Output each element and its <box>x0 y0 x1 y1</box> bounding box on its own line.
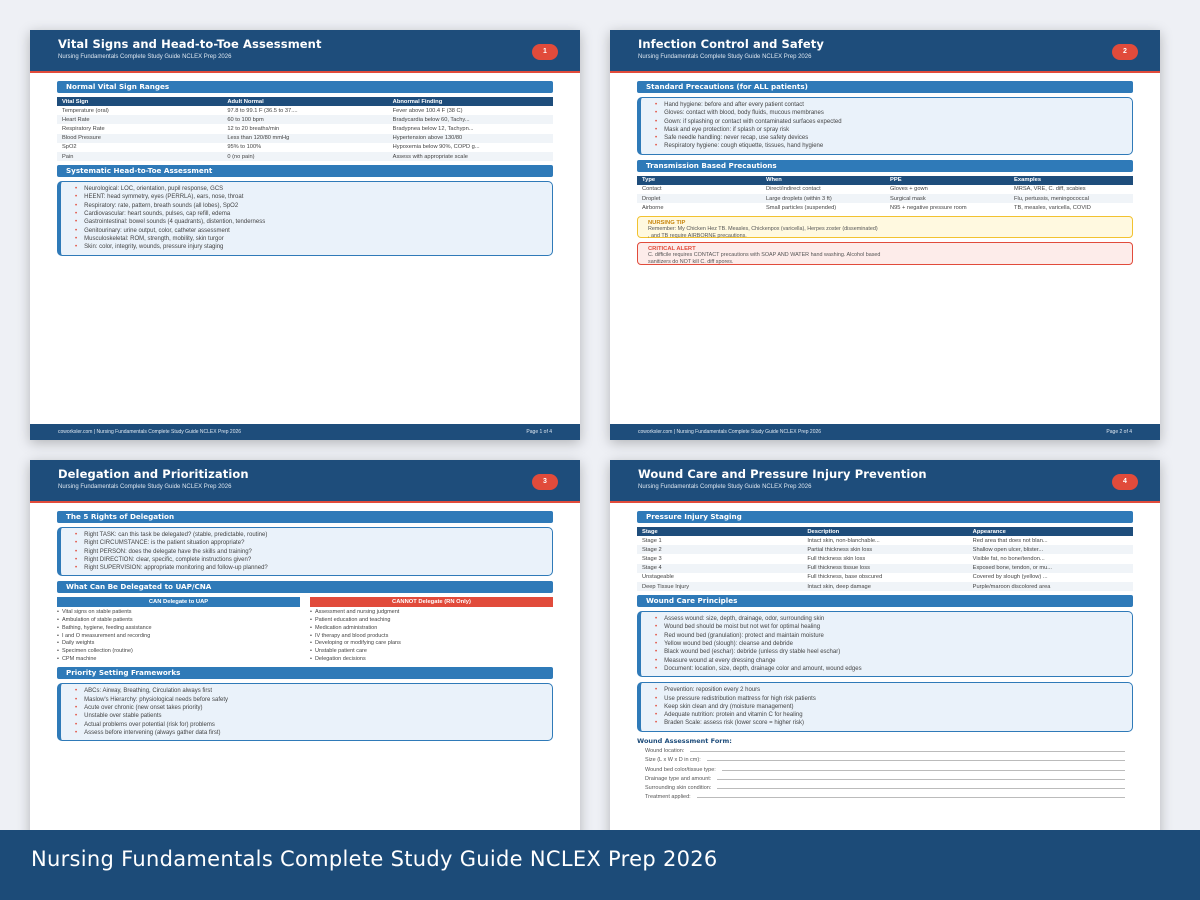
table-row <box>57 143 553 152</box>
section-heading: Priority Setting Frameworks <box>57 667 553 679</box>
table-header: Vital Sign <box>57 97 222 106</box>
list-item: • Wound bed should be moist but not wet for optimal healing <box>655 623 1122 631</box>
list-item: • Actual problems over potential (risk for) problems <box>75 721 542 729</box>
section-heading: What Can Be Delegated to UAP/CNA <box>57 581 553 593</box>
page-subtitle: Nursing Fundamentals Complete Study Guide NCLEX Prep 2026 <box>58 54 232 60</box>
tip-text: , and TB require AIRBORNE precautions. <box>648 232 747 239</box>
table-cell: Droplet <box>637 194 761 203</box>
list-item: • Braden Scale: assess risk (lower score = higher risk) <box>655 719 1122 727</box>
page-number-badge: 1 <box>532 44 558 60</box>
table-row <box>637 582 1133 591</box>
table-cell: 60 to 100 bpm <box>222 115 387 124</box>
table-cell: Airborne <box>642 204 664 211</box>
table-header: Abnormal Finding <box>388 97 553 106</box>
table-cell: Exposed bone, tendon, or mu... <box>968 564 1133 573</box>
list-item: • Gastrointestinal: bowel sounds (4 quadrants), distention, tenderness <box>75 218 542 226</box>
list-item: • Cardiovascular: heart sounds, pulses, cap refill, edema <box>75 210 542 218</box>
table-header: When <box>761 176 885 185</box>
list-item: • Right TASK: can this task be delegated? (stable, predictable, routine) <box>75 531 542 539</box>
page-number-badge: 3 <box>532 474 558 490</box>
table-cell: Hypoxemia below 90%, COPD g... <box>392 144 480 151</box>
table-header: Appearance <box>968 527 1133 536</box>
page-header <box>30 30 580 73</box>
list-item: • Red wound bed (granulation): protect and maintain moisture <box>655 632 1122 640</box>
section-heading: Normal Vital Sign Ranges <box>57 81 553 93</box>
list-item: • Bathing, hygiene, feeding assistance <box>57 625 300 633</box>
list-item: • Right CIRCUMSTANCE: is the patient situation appropriate? <box>75 539 542 547</box>
column-heading: CAN Delegate to UAP <box>57 597 300 607</box>
page-title: Infection Control and Safety <box>638 37 824 51</box>
column-heading: CANNOT Delegate (RN Only) <box>310 597 553 607</box>
form-line[interactable] <box>707 760 1125 761</box>
table-row <box>57 106 553 115</box>
table-cell: Visible fat, no bone/tendon... <box>972 555 1045 562</box>
list-item: • Hand hygiene: before and after every patient contact <box>655 101 1122 109</box>
table-header: Stage <box>637 527 802 536</box>
form-label: Drainage type and amount: <box>645 775 712 782</box>
table-header: Adult Normal <box>222 97 387 106</box>
form-label: Treatment applied: <box>645 794 691 801</box>
table-row <box>637 545 1133 554</box>
page-wound-care <box>610 460 1160 840</box>
list-item: • Ambulation of stable patients <box>57 617 300 625</box>
table-cell: Gloves + gown <box>890 186 928 193</box>
table-cell: Unstageable <box>642 574 674 581</box>
table-cell: Bradycardia below 60, Tachy... <box>388 115 553 124</box>
list-item: • CPM machine <box>57 656 300 664</box>
list-item: • Gloves: contact with blood, body fluids, mucous membranes <box>655 109 1122 117</box>
list-item: • Specimen collection (routine) <box>57 648 300 656</box>
alert-text: C. difficile requires CONTACT precautions with SOAP AND WATER hand washing. Alcohol based <box>648 252 881 259</box>
form-field[interactable] <box>637 763 1133 772</box>
table-row <box>637 573 1133 582</box>
table-cell: Surgical mask <box>885 194 1009 203</box>
precautions-list <box>637 97 1133 155</box>
alert-text: sanitizers do NOT kill C. diff spores. <box>648 258 734 265</box>
table-cell: Flu, pertussis, meningococcal <box>1009 194 1133 203</box>
page-number-badge: 2 <box>1112 44 1138 60</box>
page-header <box>610 30 1160 73</box>
page-header <box>30 460 580 503</box>
section-heading: Transmission Based Precautions <box>637 160 1133 172</box>
section-heading: Standard Precautions (for ALL patients) <box>637 81 1133 93</box>
list-item: • I and O measurement and recording <box>57 633 300 641</box>
table-header: Type <box>637 176 761 185</box>
form-field[interactable] <box>637 745 1133 754</box>
table-cell: Assess with appropriate scale <box>388 152 553 161</box>
section-heading: The 5 Rights of Delegation <box>57 511 553 523</box>
form-field[interactable] <box>637 791 1133 800</box>
table-row <box>57 134 553 143</box>
rights-list <box>57 527 553 576</box>
form-label: Wound bed color/tissue type: <box>645 766 716 773</box>
list-item: • Medication administration <box>310 625 553 633</box>
table-cell: Stage 2 <box>637 545 802 554</box>
table-cell: Stage 1 <box>642 537 662 544</box>
table-cell: Less than 120/80 mmHg <box>222 134 387 143</box>
table-cell: SpO2 <box>62 144 77 151</box>
table-cell: Stage 4 <box>637 564 802 573</box>
table-row <box>637 554 1133 563</box>
form-title: Wound Assessment Form: <box>637 736 732 745</box>
table-cell: Direct/indirect contact <box>766 186 821 193</box>
alert-title: CRITICAL ALERT <box>648 246 696 253</box>
list-item: • Assess wound: size, depth, drainage, odor, surrounding skin <box>655 615 1122 623</box>
form-line[interactable] <box>717 779 1125 780</box>
list-item: • HEENT: head symmetry, eyes (PERRLA), ears, nose, throat <box>75 193 542 201</box>
table-cell: 97.8 to 99.1 F (36.5 to 37.... <box>227 107 298 114</box>
table-cell: Large droplets (within 3 ft) <box>761 194 885 203</box>
table-cell: Bradypnea below 12, Tachypn... <box>392 125 474 132</box>
list-item: • Measure wound at every dressing change <box>655 657 1122 665</box>
form-label: Wound location: <box>645 747 685 754</box>
list-item: • Mask and eye protection: if splash or spray risk <box>655 126 1122 134</box>
table-cell: 0 (no pain) <box>222 152 387 161</box>
assessment-list <box>57 181 553 255</box>
list-item: • Patient education and teaching <box>310 617 553 625</box>
list-item: • Assess before intervening (always gather data first) <box>75 729 542 737</box>
page-number-badge: 4 <box>1112 474 1138 490</box>
list-item: • Neurological: LOC, orientation, pupil response, GCS <box>75 185 542 193</box>
page-footer <box>610 424 1160 440</box>
table-header: PPE <box>885 176 1009 185</box>
table-cell: Intact skin, deep damage <box>802 582 967 591</box>
priority-list <box>57 683 553 741</box>
table-cell: Full thickness tissue loss <box>802 564 967 573</box>
page-vital-signs <box>30 30 580 440</box>
list-item: • Respiratory hygiene: cough etiquette, tissues, hand hygiene <box>655 142 1122 150</box>
table-cell: Stage 3 <box>642 555 662 562</box>
page-title: Wound Care and Pressure Injury Prevention <box>638 467 927 481</box>
table-row <box>57 124 553 133</box>
list-item: • Musculoskeletal: ROM, strength, mobility, skin turgor <box>75 235 542 243</box>
list-item: • Prevention: reposition every 2 hours <box>655 686 1122 694</box>
list-item: • Safe needle handling: never recap, use safety devices <box>655 134 1122 142</box>
table-cell: Fever above 100.4 F (38 C) <box>392 107 463 114</box>
table-cell: Contact <box>642 186 662 193</box>
footer-text: coworksler.com | Nursing Fundamentals Complete Study Guide NCLEX Prep 2026 <box>58 429 242 435</box>
list-item: • Document: location, size, depth, drainage color and amount, wound edges <box>655 665 1122 673</box>
table-cell: Purple/maroon discolored area <box>968 582 1133 591</box>
page-subtitle: Nursing Fundamentals Complete Study Guide NCLEX Prep 2026 <box>638 54 812 60</box>
list-item: • Right SUPERVISION: appropriate monitoring and follow-up planned? <box>75 564 542 572</box>
form-field[interactable] <box>637 754 1133 763</box>
table-cell: TB, measles, varicella, COVID <box>1014 204 1091 211</box>
form-field[interactable] <box>637 773 1133 782</box>
table-row <box>637 564 1133 573</box>
footer-text: coworksler.com | Nursing Fundamentals Complete Study Guide NCLEX Prep 2026 <box>638 429 822 435</box>
wound-care-list <box>637 611 1133 677</box>
footer-page-count: Page 2 of 4 <box>1106 429 1132 435</box>
page-delegation <box>30 460 580 840</box>
table-cell: Small particles (suspended) <box>766 204 837 211</box>
tip-text: Remember: My Chicken Hez TB. Measles, Chickenpox (varicella), Herpes zoster (disseminated) <box>648 226 878 233</box>
list-item: • Yellow wound bed (slough): cleanse and debride <box>655 640 1122 648</box>
table-cell: N95 + negative pressure room <box>890 204 967 211</box>
form-field[interactable] <box>637 782 1133 791</box>
form-label: Surrounding skin condition: <box>645 785 712 792</box>
form-line[interactable] <box>697 797 1125 798</box>
list-item: • Adequate nutrition: protein and vitamin C for healing <box>655 711 1122 719</box>
table-row <box>57 152 553 161</box>
form-label: Size (L x W x D in cm): <box>645 757 701 764</box>
table-row <box>637 536 1133 545</box>
table-cell: Red area that does not blan... <box>972 537 1048 544</box>
critical-alert-box <box>637 242 1133 265</box>
cannot-delegate-column <box>310 597 553 663</box>
list-item: • Keep skin clean and dry (moisture management) <box>655 703 1122 711</box>
can-delegate-column <box>57 597 300 663</box>
list-item: • Daily weights <box>57 640 300 648</box>
list-item: • Respiratory: rate, pattern, breath sounds (all lobes), SpO2 <box>75 202 542 210</box>
precautions-table <box>637 176 1133 213</box>
table-cell: Hypertension above 130/80 <box>388 134 553 143</box>
table-cell: Heart Rate <box>57 115 222 124</box>
table-cell: Shallow open ulcer, blister... <box>968 545 1133 554</box>
list-item: • Gown: if splashing or contact with contaminated surfaces expected <box>655 118 1122 126</box>
list-item: • Developing or modifying care plans <box>310 640 553 648</box>
page-subtitle: Nursing Fundamentals Complete Study Guide NCLEX Prep 2026 <box>638 484 812 490</box>
table-cell: 12 to 20 breaths/min <box>227 125 280 132</box>
table-cell: Temperature (oral) <box>62 107 109 114</box>
table-header: Examples <box>1009 176 1133 185</box>
table-cell: 95% to 100% <box>227 144 262 151</box>
page-infection-control <box>610 30 1160 440</box>
list-item: • Skin: color, integrity, wounds, pressure injury staging <box>75 243 542 251</box>
list-item: • Maslow's Hierarchy: physiological needs before safety <box>75 696 542 704</box>
list-item: • Acute over chronic (new onset takes priority) <box>75 704 542 712</box>
table-cell: Full thickness, base obscured <box>807 574 883 581</box>
form-line[interactable] <box>717 788 1125 789</box>
list-item: • Delegation decisions <box>310 656 553 664</box>
bottom-title-banner: Nursing Fundamentals Complete Study Guide NCLEX Prep 2026 <box>0 830 1200 900</box>
list-item: • ABCs: Airway, Breathing, Circulation always first <box>75 687 542 695</box>
table-row <box>637 203 1133 212</box>
page-title: Delegation and Prioritization <box>58 467 249 481</box>
list-item: • Right DIRECTION: clear, specific, complete instructions given? <box>75 556 542 564</box>
list-item: • Genitourinary: urine output, color, catheter assessment <box>75 227 542 235</box>
page-subtitle: Nursing Fundamentals Complete Study Guide NCLEX Prep 2026 <box>58 484 232 490</box>
list-item: • Vital signs on stable patients <box>57 609 300 617</box>
table-row <box>637 194 1133 203</box>
nursing-tip-box <box>637 216 1133 238</box>
table-cell: Partial thickness skin loss <box>802 545 967 554</box>
table-cell: Full thickness skin loss <box>807 555 866 562</box>
table-cell: Intact skin, non-blanchable... <box>807 537 880 544</box>
table-cell: MRSA, VRE, C. diff, scabies <box>1014 186 1086 193</box>
table-header: Description <box>802 527 967 536</box>
list-item: • Unstable over stable patients <box>75 712 542 720</box>
page-header <box>610 460 1160 503</box>
prevention-list <box>637 682 1133 731</box>
form-line[interactable] <box>690 751 1125 752</box>
section-heading: Pressure Injury Staging <box>637 511 1133 523</box>
list-item: • Black wound bed (eschar): debride (unless dry stable heel eschar) <box>655 648 1122 656</box>
table-cell: Respiratory Rate <box>62 125 105 132</box>
vital-signs-table <box>57 97 553 161</box>
table-row <box>637 185 1133 194</box>
list-item: • Right PERSON: does the delegate have the skills and training? <box>75 548 542 556</box>
table-cell: Blood Pressure <box>57 134 222 143</box>
page-footer <box>30 424 580 440</box>
footer-page-count: Page 1 of 4 <box>526 429 552 435</box>
table-cell: Deep Tissue Injury <box>637 582 802 591</box>
tip-title: NURSING TIP <box>648 220 686 227</box>
table-row <box>57 115 553 124</box>
table-cell: Pain <box>57 152 222 161</box>
table-cell: Covered by slough (yellow) ... <box>972 574 1048 581</box>
section-heading: Wound Care Principles <box>637 595 1133 607</box>
page-title: Vital Signs and Head-to-Toe Assessment <box>58 37 322 51</box>
list-item: • Assessment and nursing judgment <box>310 609 553 617</box>
list-item: • Unstable patient care <box>310 648 553 656</box>
section-heading: Systematic Head-to-Toe Assessment <box>57 165 553 177</box>
delegation-columns <box>57 597 553 663</box>
list-item: • Use pressure redistribution mattress for high risk patients <box>655 695 1122 703</box>
list-item: • IV therapy and blood products <box>310 633 553 641</box>
form-line[interactable] <box>722 770 1125 771</box>
staging-table <box>637 527 1133 591</box>
